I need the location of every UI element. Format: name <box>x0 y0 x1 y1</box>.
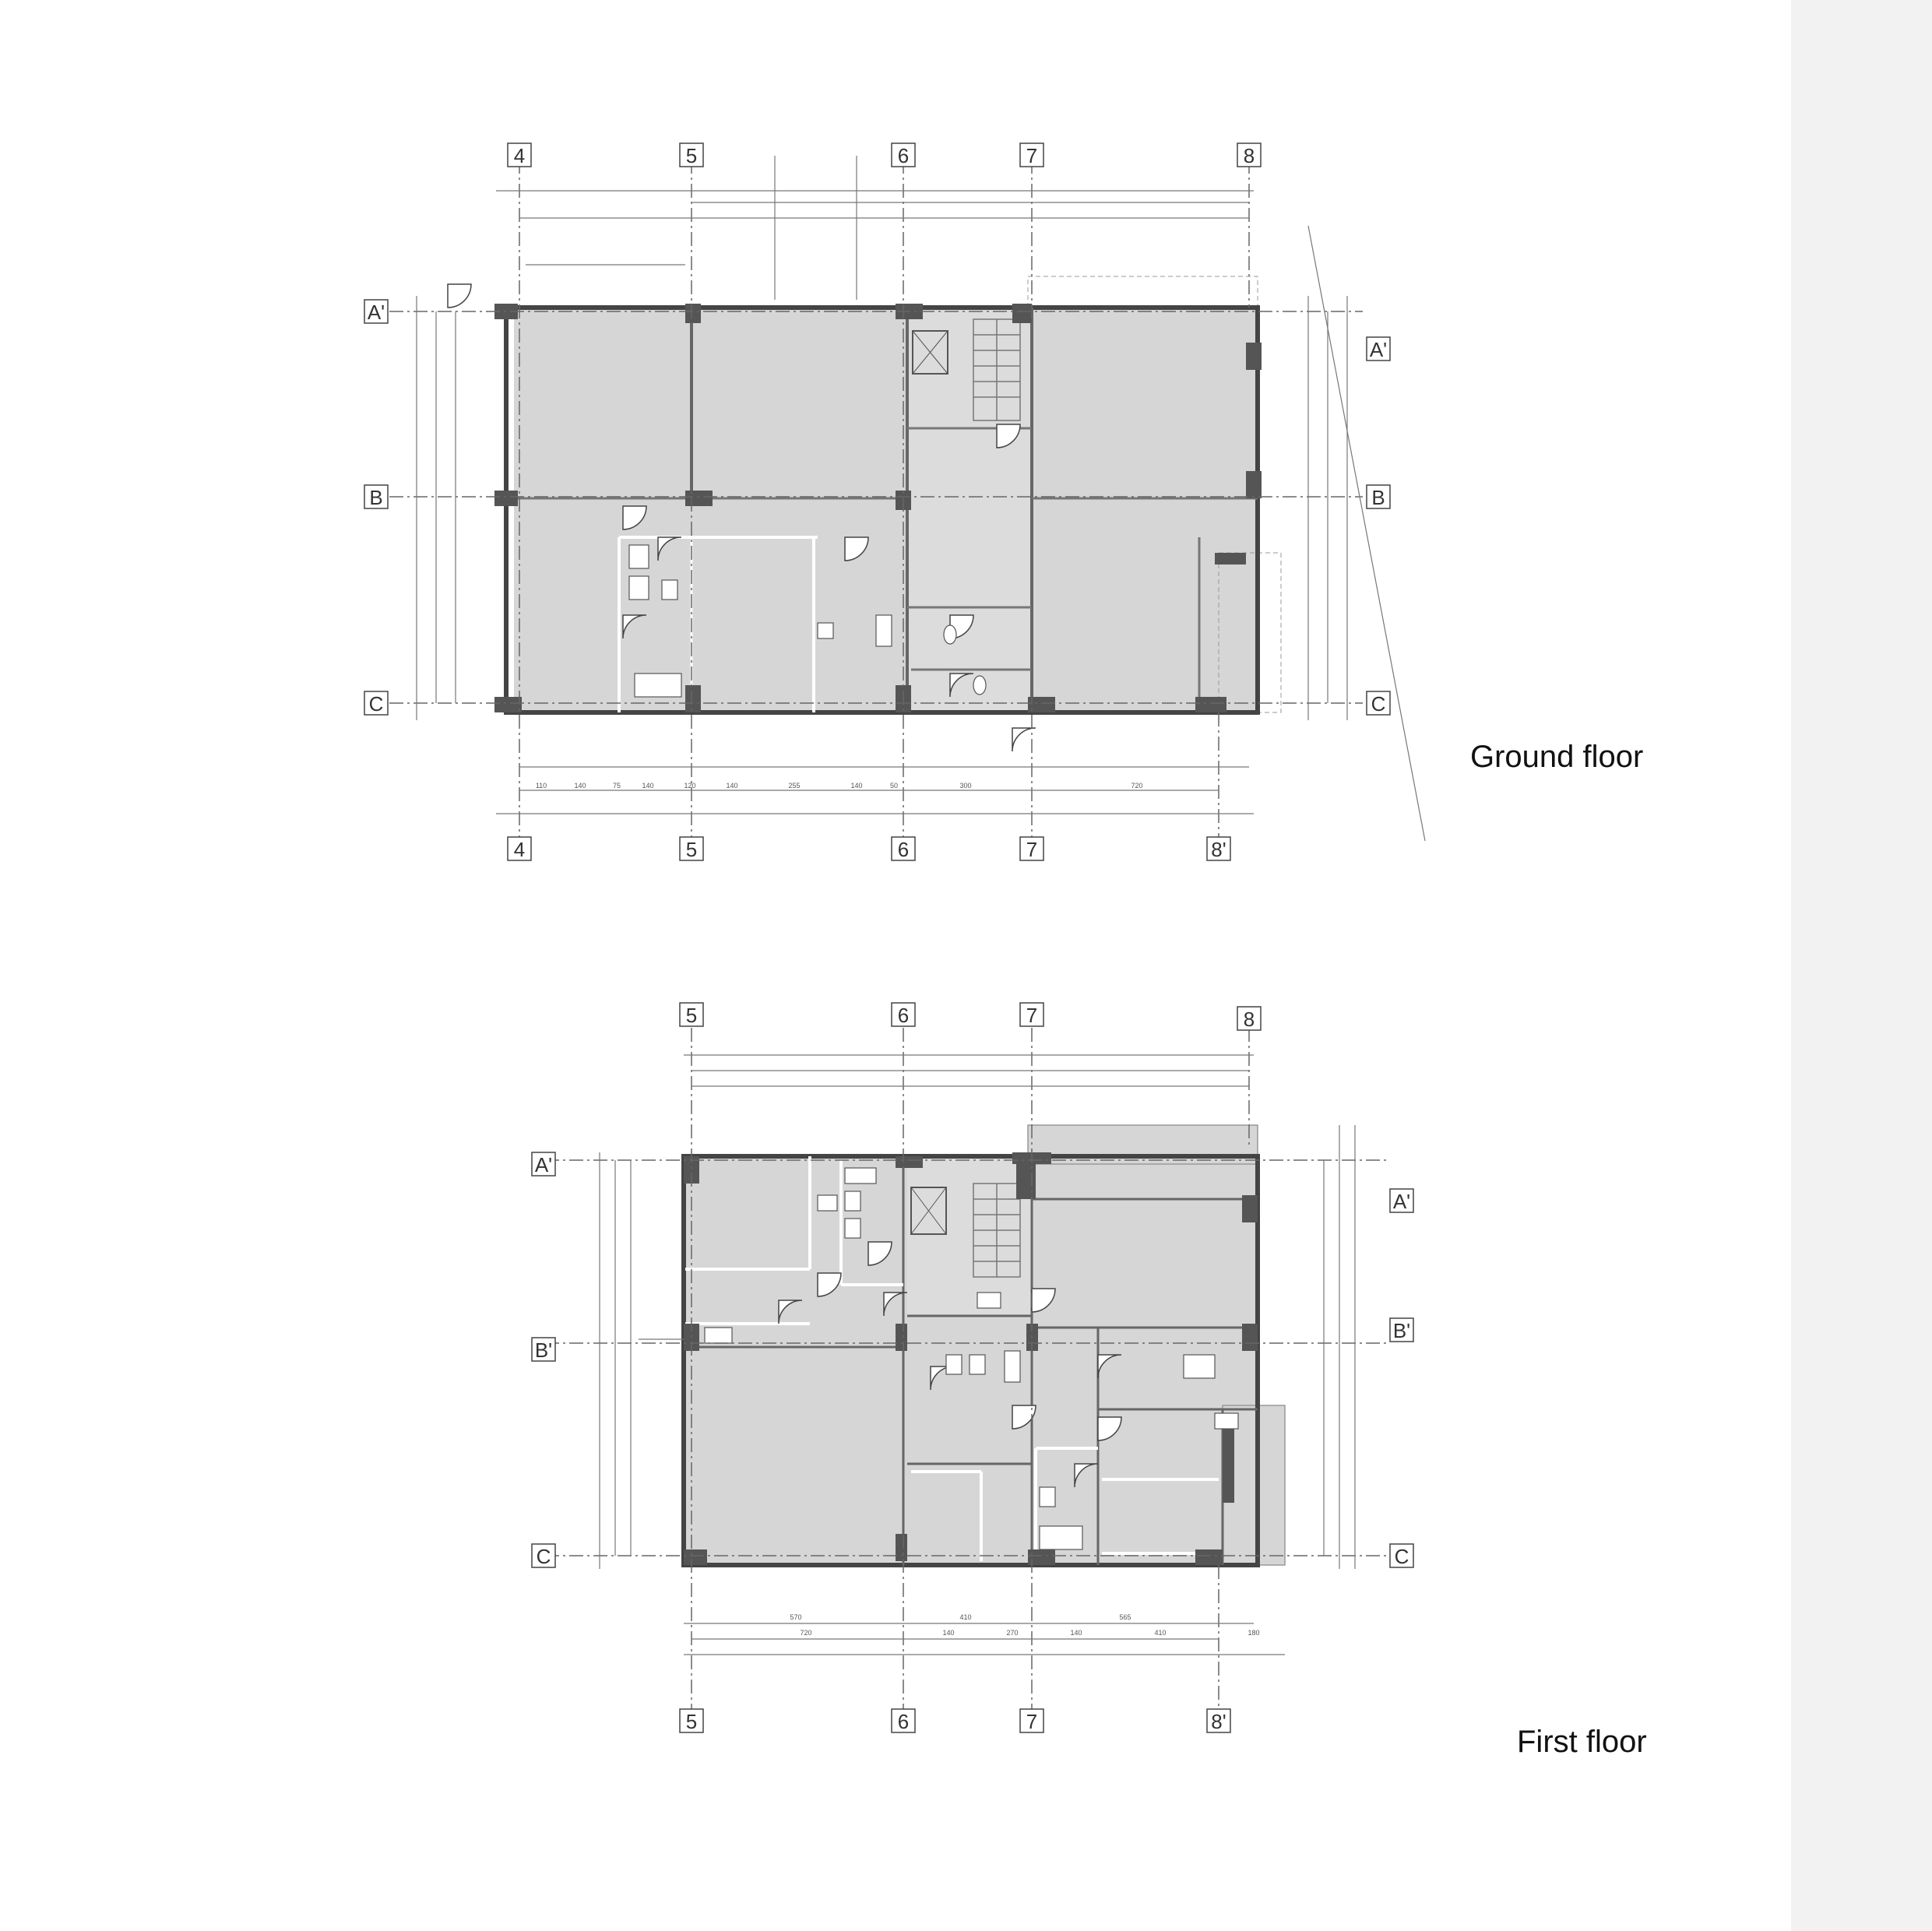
grid-label-top: 6 <box>897 1004 910 1027</box>
ground-floor-title: Ground floor <box>1470 740 1644 774</box>
dimension-label: 110 <box>535 782 547 790</box>
first-floor-title: First floor <box>1517 1725 1647 1759</box>
grid-label-left: B <box>369 486 383 509</box>
grid-label-bottom: 8' <box>1211 1710 1226 1733</box>
grid-label-bottom: 6 <box>897 1710 910 1733</box>
grid-label-right: C <box>1394 1545 1409 1568</box>
dimension-label: 140 <box>574 782 586 790</box>
dimension-label: 140 <box>642 782 654 790</box>
grid-label-left: B' <box>534 1338 553 1362</box>
dimension-label: 140 <box>726 782 738 790</box>
grid-label-bottom: 7 <box>1026 838 1038 861</box>
grid-label-bottom: 7 <box>1026 1710 1038 1733</box>
grid-label-bottom: 5 <box>685 1710 698 1733</box>
grid-label-top: 7 <box>1026 144 1038 167</box>
dimension-label: 410 <box>1154 1629 1167 1637</box>
dimension-label: 140 <box>850 782 863 790</box>
grid-label-top: 5 <box>685 1004 698 1027</box>
grid-label-left: A' <box>534 1153 553 1177</box>
grid-label-top: 8 <box>1243 1008 1255 1031</box>
dimension-label: 140 <box>1070 1629 1082 1637</box>
grid-label-bottom: 6 <box>897 838 910 861</box>
grid-label-bottom: 4 <box>513 838 526 861</box>
grid-label-top: 6 <box>897 144 910 167</box>
grid-label-right: A' <box>1369 338 1388 361</box>
grid-label-top: 7 <box>1026 1004 1038 1027</box>
grid-label-right: A' <box>1392 1190 1411 1213</box>
grid-label-top: 8 <box>1243 144 1255 167</box>
dimension-label: 565 <box>1119 1613 1131 1621</box>
grid-label-top: 4 <box>513 144 526 167</box>
dimension-label: 255 <box>788 782 801 790</box>
grid-label-right: B' <box>1392 1319 1411 1342</box>
first-stair-core <box>907 1156 1032 1316</box>
dimension-label: 75 <box>612 782 621 790</box>
dimension-label: 300 <box>959 782 972 790</box>
stair-core <box>907 308 1032 712</box>
grid-label-top: 5 <box>685 144 698 167</box>
dimension-label: 720 <box>800 1629 812 1637</box>
dimension-label: 270 <box>1006 1629 1019 1637</box>
grid-label-right: B <box>1371 486 1385 509</box>
grid-label-bottom: 8' <box>1211 838 1226 861</box>
grid-label-bottom: 5 <box>685 838 698 861</box>
grid-label-right: C <box>1371 692 1386 716</box>
dimension-label: 120 <box>684 782 696 790</box>
grid-label-left: C <box>368 692 384 716</box>
right-margin-strip <box>1791 0 1932 1931</box>
dimension-label: 180 <box>1248 1629 1260 1637</box>
dimension-label: 720 <box>1131 782 1143 790</box>
dimension-label: 570 <box>790 1613 802 1621</box>
dimension-label: 410 <box>959 1613 972 1621</box>
dimension-label: 140 <box>942 1629 955 1637</box>
dimension-label: 50 <box>889 782 899 790</box>
grid-label-left: A' <box>367 301 385 324</box>
grid-label-left: C <box>536 1545 551 1568</box>
